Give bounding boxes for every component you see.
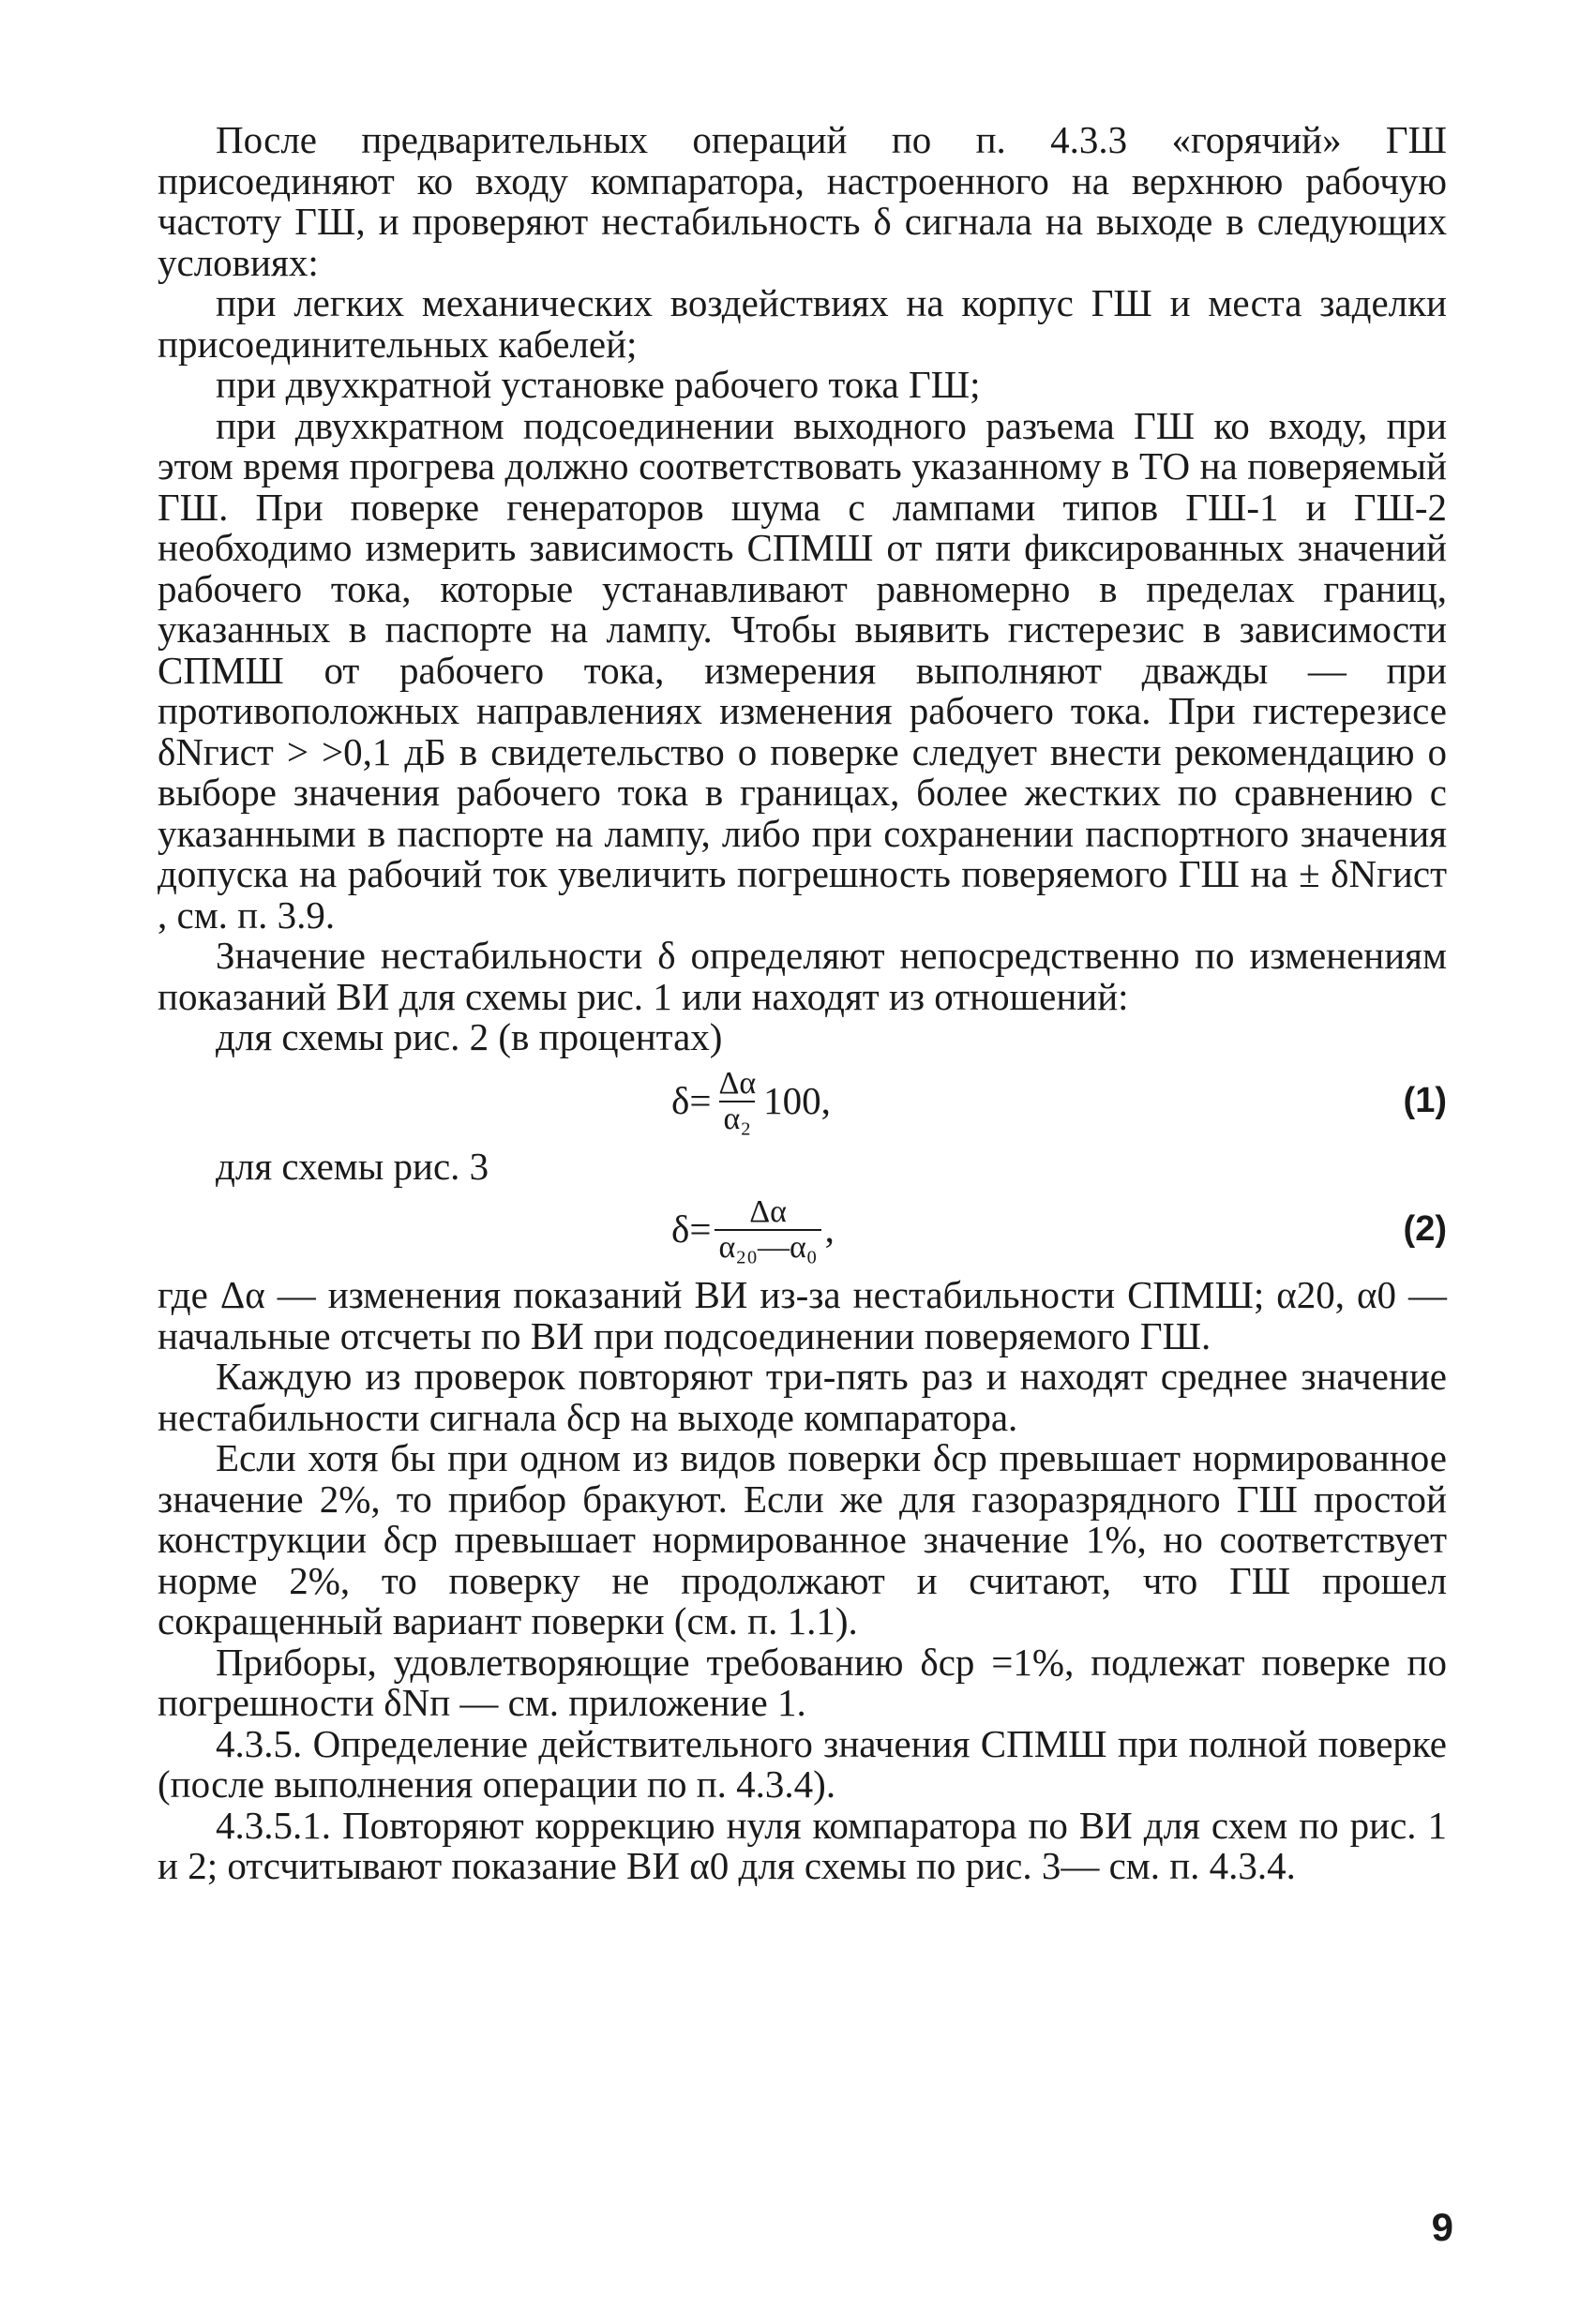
formula-2 (158, 1189, 1447, 1271)
paragraph-scheme-2: для схемы рис. 2 (в процентах) (216, 1015, 723, 1058)
paragraph-intro: После предварительных операций по п. 4.3.3 «горячий» ГШ присоединяют ко входу компаратора, настроенного на верхнюю рабочую частоту ГШ, и проверяют нестабильность δ сигнала на выходе в следующих условиях: (158, 118, 1447, 284)
formula-1-expression (671, 1060, 831, 1143)
paragraph-instability: Значение нестабильности δ определяют непосредственно по изменениям показаний ВИ для схемы рис. 1 или находят из отношений: (158, 934, 1447, 1018)
formula-1-lhs: δ= (671, 1078, 712, 1122)
paragraph-scheme-3: для схемы рис. 3 (216, 1144, 489, 1188)
paragraph-rejection: Если хотя бы при одном из видов поверки δср превышает нормированное значение 2%, то прибор бракуют. Если же для газоразрядного ГШ простой конструкции δср превышает нормированное значение 1%, но соответствует норме 2%, то поверку не продолжают и считают, что ГШ прошел сокращенный вариант поверки (см. п. 1.1). (158, 1436, 1447, 1642)
formula-1-numerator: Δα (718, 1065, 757, 1101)
formula-2-numerator: Δα (749, 1194, 787, 1229)
paragraph-acceptance: Приборы, удовлетворяющие требованию δср =1%, подлежат поверке по погрешности δNп — см. приложение 1. (158, 1640, 1447, 1724)
formula-1-fraction (715, 1067, 760, 1136)
paragraph-condition-connector: при двухкратном подсоединении выходного разъема ГШ ко входу, при этом время прогрева должно соответствовать указанному в ТО на поверяемый ГШ. При поверке генераторов шума с лампами типов ГШ-1 и ГШ-2 необходимо измерить зависимость СПМШ от пяти фиксированных значений рабочего тока, которые устанавливают равномерно в пределах границ, указанных в паспорте на лампу. Чтобы выявить гистерезис в зависимости СПМШ от рабочего тока, измерения выполняют дважды — при противоположных направлениях изменения рабочего тока. При гистерезисе δNгист > >0,1 дБ в свидетельство о поверке следует внести рекомендацию о выборе значения рабочего тока в границах, более жестких по сравнению с указанными в паспорте на лампу, либо при сохранении паспортного значения допуска на рабочий ток увеличить погрешность поверяемого ГШ на ± δNгист , см. п. 3.9. (158, 403, 1447, 937)
formula-1 (158, 1060, 1447, 1143)
formula-2-number: (2) (1403, 1209, 1447, 1250)
formula-1-number: (1) (1403, 1080, 1447, 1120)
body-text (158, 120, 1447, 1887)
formula-1-denominator: α₂ (719, 1101, 755, 1136)
page-number: 9 (1431, 2205, 1453, 2249)
paragraph-section-4-3-5: 4.3.5. Определение действительного значения СПМШ при полной поверке (после выполнения операции по п. 4.3.4). (158, 1721, 1447, 1806)
formula-1-tail: 100, (763, 1078, 831, 1122)
formula-2-tail: , (824, 1207, 835, 1252)
paragraph-condition-mechanical: при легких механических воздействиях на корпус ГШ и места заделки присоединительных кабелей; (158, 281, 1447, 366)
paragraph-definitions: где Δα — изменения показаний ВИ из-за нестабильности СПМШ; α20, α0 — начальные отсчеты по ВИ при подсоединении поверяемого ГШ. (158, 1273, 1447, 1357)
formula-2-lhs: δ= (671, 1207, 712, 1252)
formula-2-denominator: α₂₀—α₀ (715, 1229, 820, 1265)
paragraph-section-4-3-5-1: 4.3.5.1. Повторяют коррекцию нуля компаратора по ВИ для схем по рис. 1 и 2; отсчитывают показание ВИ α0 для схемы по рис. 3— см. п. 4.3.4. (158, 1803, 1447, 1887)
paragraph-repeat-checks: Каждую из проверок повторяют три-пять раз и находят среднее значение нестабильности сигнала δср на выходе компаратора. (158, 1355, 1447, 1439)
formula-2-expression (671, 1189, 835, 1271)
formula-2-fraction (715, 1195, 820, 1265)
paragraph-condition-current: при двухкратной установке рабочего тока ГШ; (216, 363, 981, 406)
